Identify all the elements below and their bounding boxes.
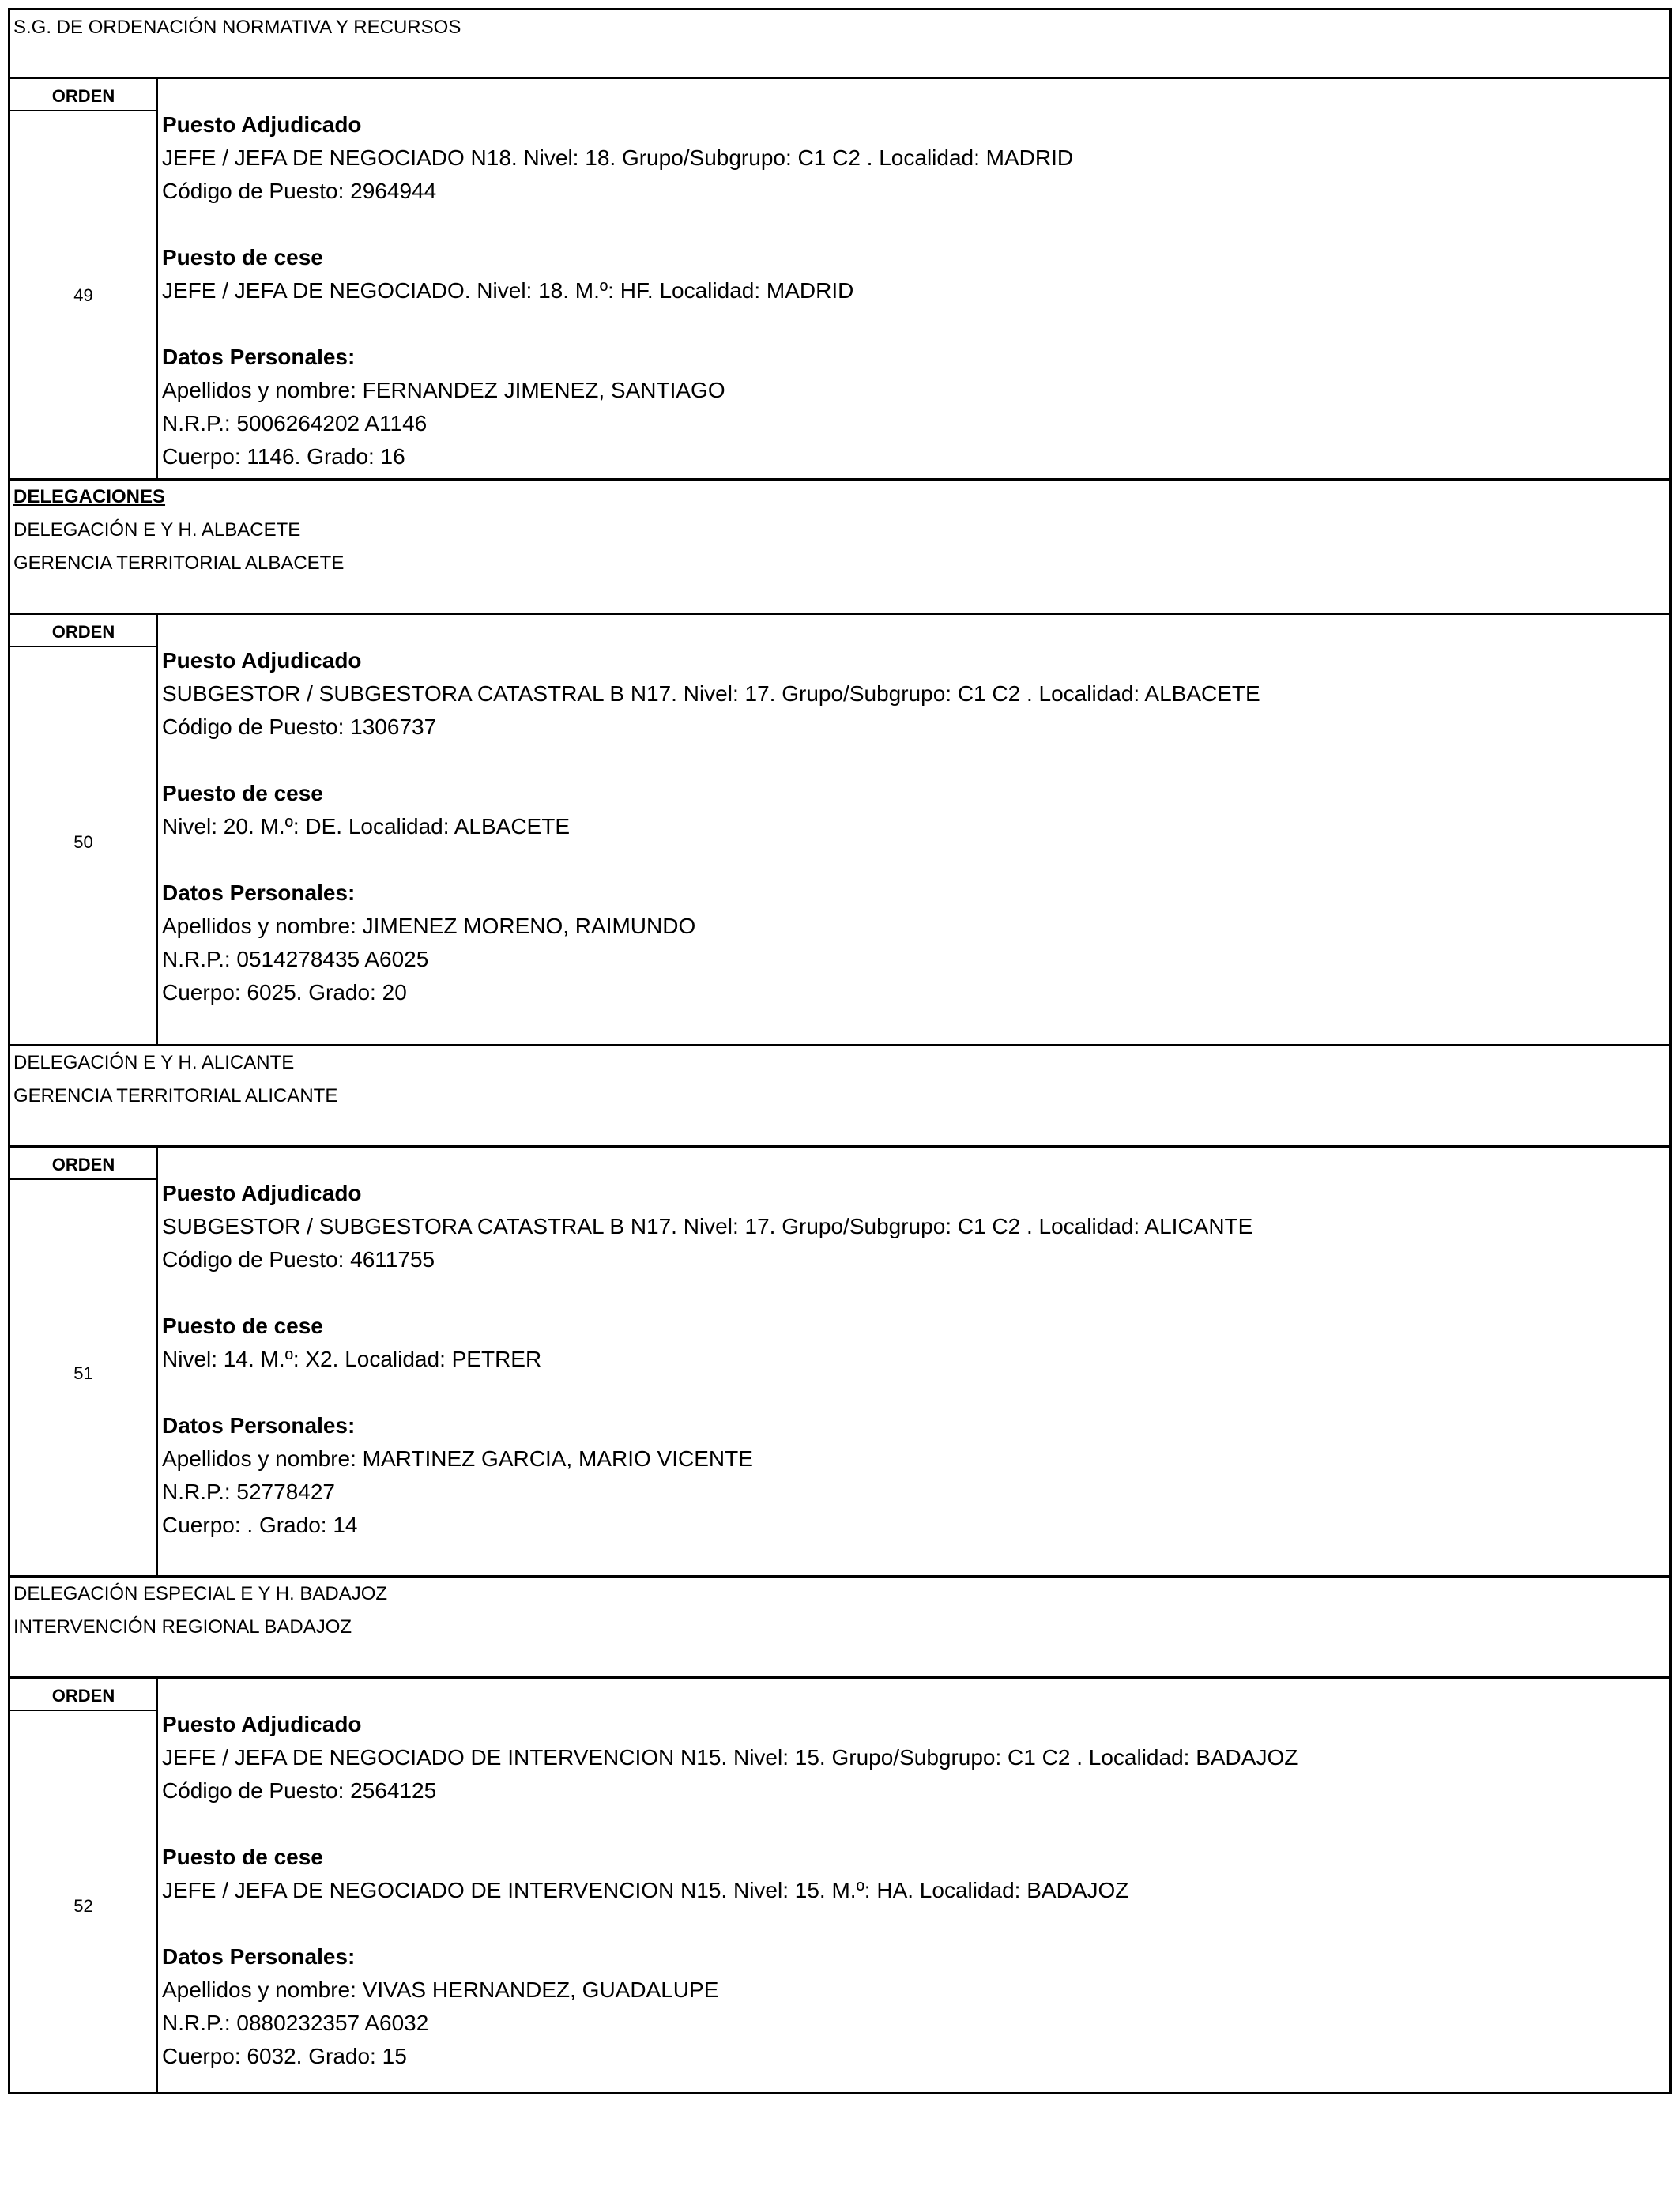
delegacion-albacete: DELEGACIÓN E Y H. ALBACETE	[13, 519, 301, 541]
nrp-line: N.R.P.: 0514278435 A6025	[162, 947, 429, 971]
nrp-line: N.R.P.: 5006264202 A1146	[162, 411, 428, 435]
adjudicado-title: Puesto Adjudicado	[162, 648, 362, 673]
datos-title: Datos Personales:	[162, 880, 356, 905]
codigo-line: Código de Puesto: 1306737	[162, 714, 437, 739]
cese-title: Puesto de cese	[162, 1314, 323, 1338]
codigo-line: Código de Puesto: 2564125	[162, 1778, 437, 1803]
codigo-line: Código de Puesto: 4611755	[162, 1247, 435, 1272]
orden-header	[10, 614, 156, 647]
gerencia-albacete: GERENCIA TERRITORIAL ALBACETE	[13, 552, 345, 574]
entry-52	[10, 1678, 1669, 2092]
nombre-line: Apellidos y nombre: MARTINEZ GARCIA, MARIO VICENTE	[162, 1446, 753, 1471]
nombre-line: Apellidos y nombre: FERNANDEZ JIMENEZ, SANTIAGO	[162, 378, 725, 402]
adjudicado-title: Puesto Adjudicado	[162, 1712, 362, 1736]
cese-line: Nivel: 20. M.º: DE. Localidad: ALBACETE	[162, 814, 571, 839]
orden-header	[10, 78, 156, 111]
delegacion-badajoz: DELEGACIÓN ESPECIAL E Y H. BADAJOZ	[13, 1583, 388, 1604]
delegacion-alicante: DELEGACIÓN E Y H. ALICANTE	[13, 1052, 295, 1073]
delegaciones-title: DELEGACIONES	[13, 486, 166, 507]
adjudicado-line: SUBGESTOR / SUBGESTORA CATASTRAL B N17. Nivel: 17. Grupo/Subgrupo: C1 C2 . Localidad: ALBACETE	[162, 681, 1260, 706]
nrp-line: N.R.P.: 52778427	[162, 1480, 335, 1504]
column-divider	[156, 78, 158, 478]
datos-title: Datos Personales:	[162, 345, 356, 369]
cese-title: Puesto de cese	[162, 245, 323, 270]
nombre-line: Apellidos y nombre: VIVAS HERNANDEZ, GUADALUPE	[162, 1977, 719, 2002]
cuerpo-line: Cuerpo: . Grado: 14	[162, 1513, 358, 1537]
gerencia-alicante: GERENCIA TERRITORIAL ALICANTE	[13, 1085, 338, 1106]
cuerpo-line: Cuerpo: 6025. Grado: 20	[162, 980, 407, 1005]
entry-content	[162, 108, 1073, 473]
orden-number: 52	[73, 1896, 93, 1916]
orden-label: ORDEN	[51, 622, 115, 642]
cese-line: JEFE / JEFA DE NEGOCIADO. Nivel: 18. M.º: HF. Localidad: MADRID	[162, 278, 854, 303]
entry-49	[10, 78, 1669, 478]
entry-50	[10, 614, 1669, 1044]
cese-title: Puesto de cese	[162, 1845, 323, 1869]
column-divider	[156, 1678, 158, 2092]
cuerpo-line: Cuerpo: 1146. Grado: 16	[162, 444, 405, 469]
entry-51	[10, 1147, 1669, 1575]
codigo-line: Código de Puesto: 2964944	[162, 179, 437, 203]
cese-title: Puesto de cese	[162, 781, 323, 805]
orden-number: 51	[73, 1363, 93, 1383]
datos-title: Datos Personales:	[162, 1413, 356, 1438]
section-header-badajoz	[10, 1577, 1669, 1676]
orden-label: ORDEN	[51, 1155, 115, 1174]
cuerpo-line: Cuerpo: 6032. Grado: 15	[162, 2044, 407, 2068]
entry-content	[162, 644, 1260, 1009]
adjudicado-line: SUBGESTOR / SUBGESTORA CATASTRAL B N17. Nivel: 17. Grupo/Subgrupo: C1 C2 . Localidad: ALICANTE	[162, 1214, 1253, 1238]
orden-header	[10, 1147, 156, 1180]
orden-number: 50	[73, 832, 93, 852]
adjudicado-line: JEFE / JEFA DE NEGOCIADO DE INTERVENCION N15. Nivel: 15. Grupo/Subgrupo: C1 C2 . Localidad: BADAJOZ	[162, 1745, 1298, 1770]
cese-line: JEFE / JEFA DE NEGOCIADO DE INTERVENCION N15. Nivel: 15. M.º: HA. Localidad: BADAJOZ	[162, 1878, 1129, 1902]
document-table	[8, 8, 1672, 2094]
header-sg-text: S.G. DE ORDENACIÓN NORMATIVA Y RECURSOS	[13, 17, 461, 38]
nrp-line: N.R.P.: 0880232357 A6032	[162, 2011, 429, 2035]
orden-label: ORDEN	[51, 86, 115, 106]
nombre-line: Apellidos y nombre: JIMENEZ MORENO, RAIMUNDO	[162, 914, 696, 938]
section-header-sg	[10, 10, 1669, 77]
adjudicado-title: Puesto Adjudicado	[162, 1181, 362, 1205]
intervencion-badajoz: INTERVENCIÓN REGIONAL BADAJOZ	[13, 1616, 352, 1638]
section-header-albacete	[10, 480, 1669, 613]
adjudicado-title: Puesto Adjudicado	[162, 112, 362, 137]
datos-title: Datos Personales:	[162, 1944, 356, 1969]
entry-content	[162, 1177, 1252, 1542]
adjudicado-line: JEFE / JEFA DE NEGOCIADO N18. Nivel: 18. Grupo/Subgrupo: C1 C2 . Localidad: MADRID	[162, 145, 1074, 170]
entry-content	[162, 1708, 1298, 2073]
section-header-alicante	[10, 1046, 1669, 1145]
column-divider	[156, 1147, 158, 1575]
orden-header	[10, 1678, 156, 1711]
orden-number: 49	[73, 285, 93, 305]
column-divider	[156, 614, 158, 1044]
cese-line: Nivel: 14. M.º: X2. Localidad: PETRER	[162, 1347, 542, 1371]
orden-label: ORDEN	[51, 1686, 115, 1706]
